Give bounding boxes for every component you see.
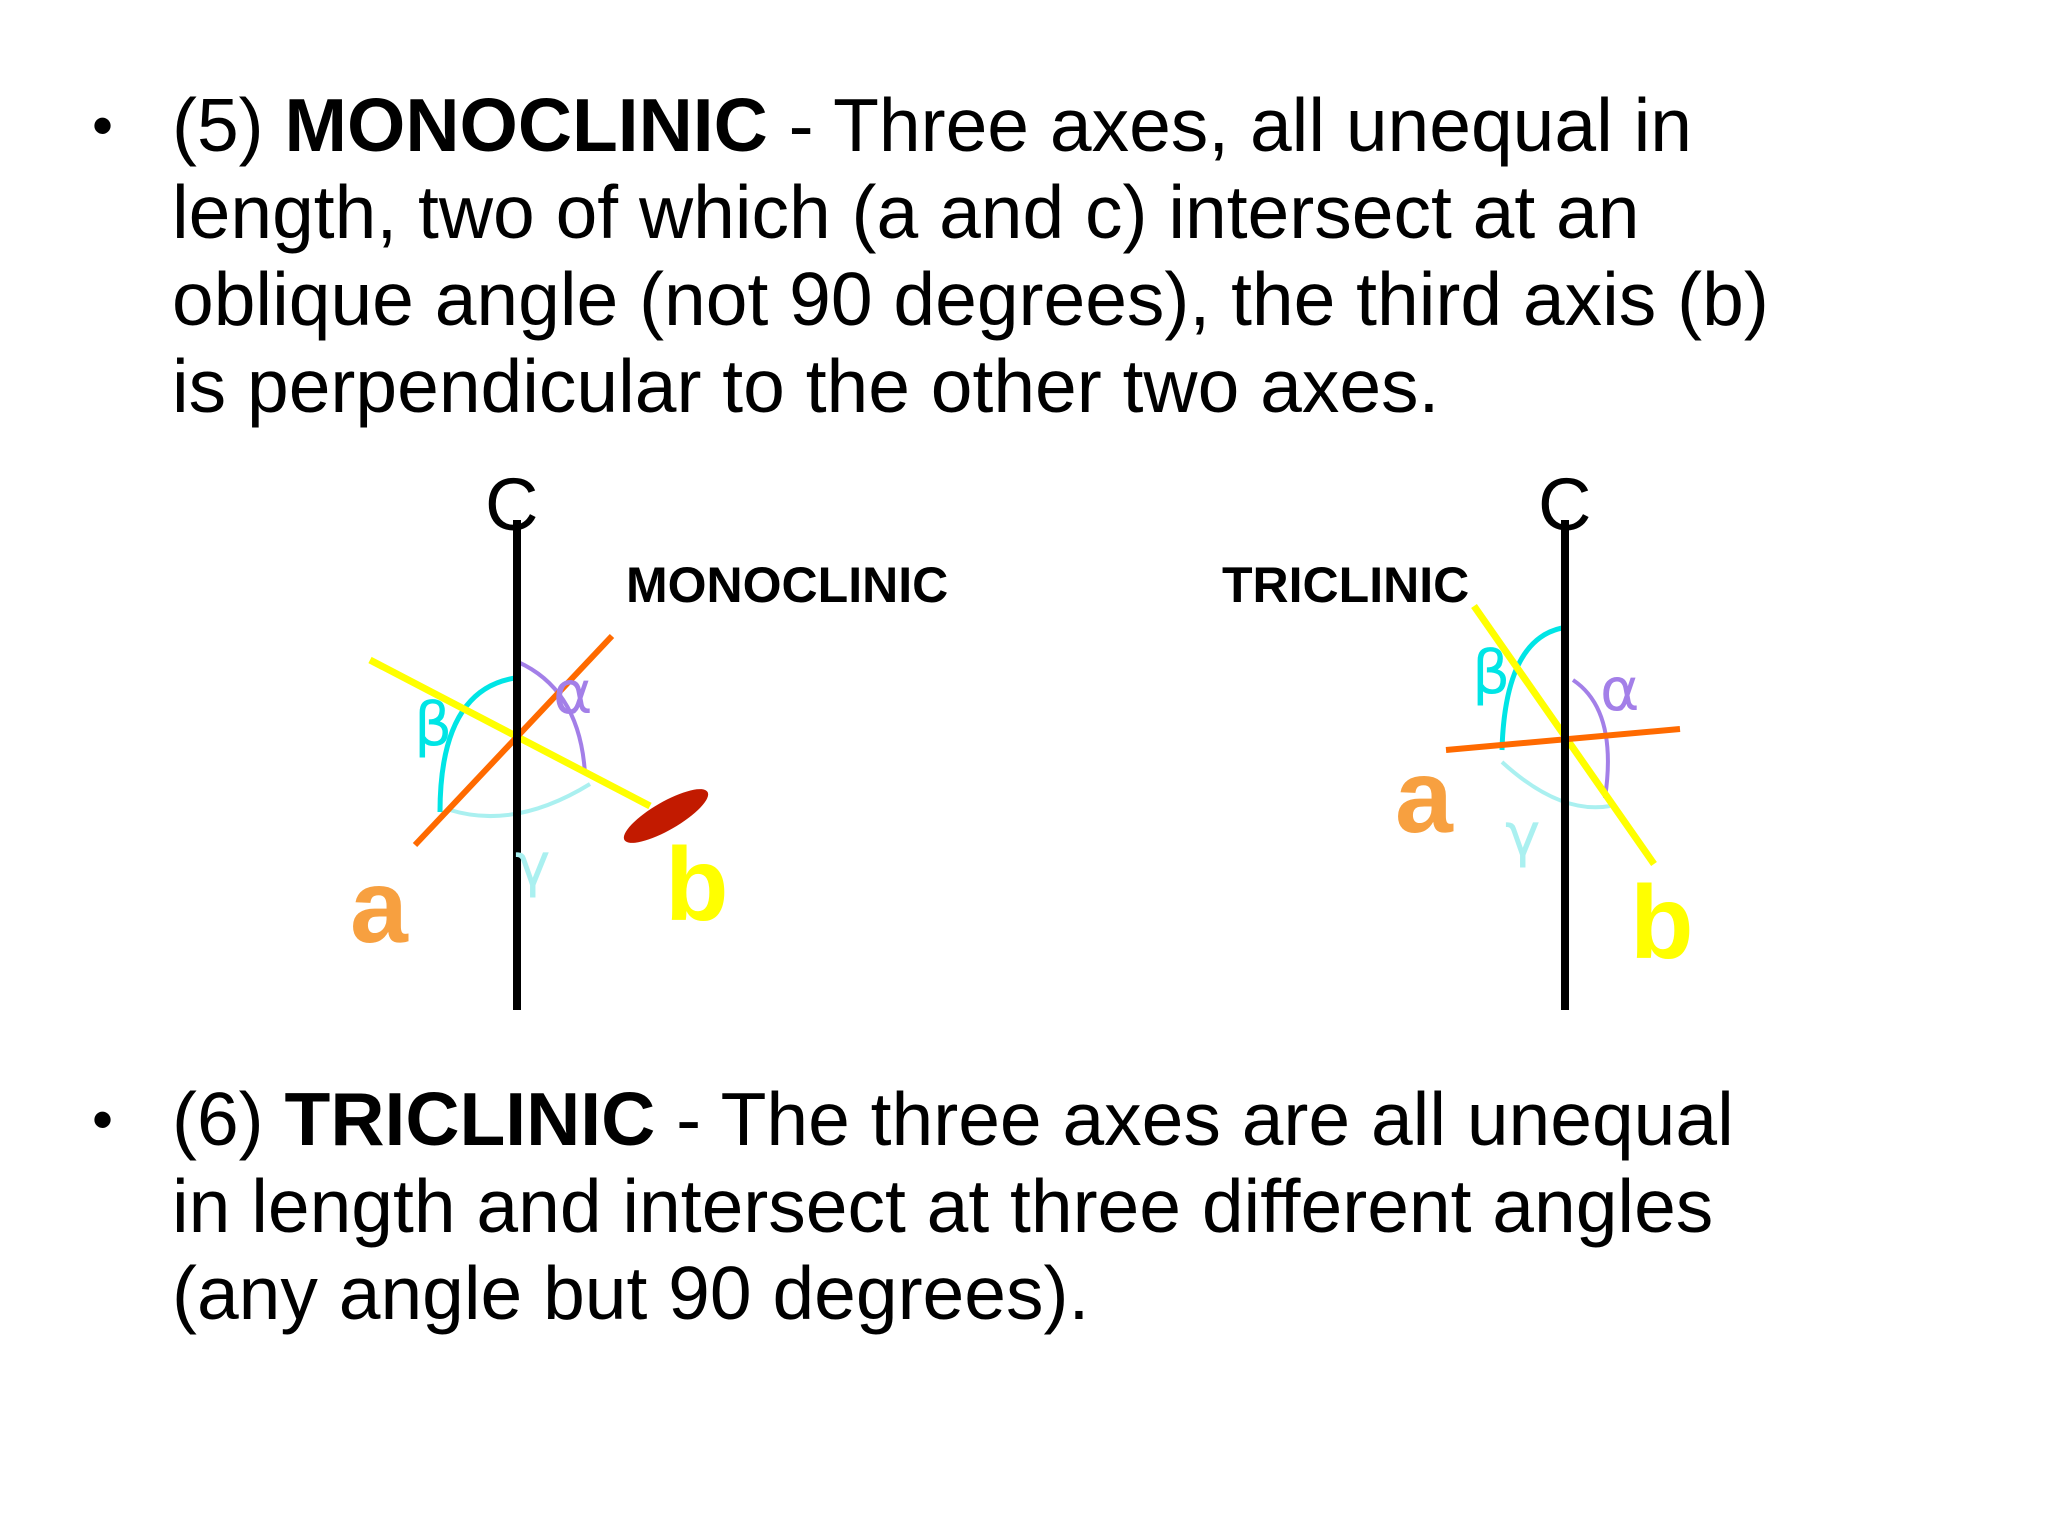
bullet-line-2: length, two of which (a and c) intersect at an bbox=[172, 170, 1640, 254]
bullet-line-2: in length and intersect at three different angles bbox=[172, 1164, 1714, 1248]
bullet-line-text: - The three axes are all unequal bbox=[655, 1077, 1734, 1161]
beta-label: β bbox=[1472, 638, 1511, 708]
triclinic-diagram bbox=[1222, 463, 1694, 1010]
monoclinic-title: MONOCLINIC bbox=[626, 557, 949, 613]
bullet-line-text: - Three axes, all unequal in bbox=[767, 83, 1692, 167]
alpha-label: α bbox=[1600, 655, 1640, 725]
bullet-marker: • bbox=[92, 1086, 114, 1153]
b-axis-line bbox=[370, 660, 650, 806]
bullet-term: TRICLINIC bbox=[284, 1077, 656, 1161]
c-axis-label: C bbox=[485, 463, 539, 546]
triclinic-title: TRICLINIC bbox=[1222, 557, 1470, 613]
bullet-prefix: (6) bbox=[172, 1077, 285, 1161]
a-axis-label: a bbox=[350, 849, 408, 965]
gamma-label: γ bbox=[1505, 800, 1541, 870]
b-axis-label: b bbox=[1630, 865, 1694, 981]
beta-label: β bbox=[414, 690, 453, 760]
bullet-line-3: (any angle but 90 degrees). bbox=[172, 1251, 1090, 1335]
a-axis-label: a bbox=[1395, 739, 1453, 855]
bullet-term: MONOCLINIC bbox=[284, 83, 768, 167]
bullet-line-4: is perpendicular to the other two axes. bbox=[172, 344, 1440, 428]
gamma-label: γ bbox=[515, 830, 551, 900]
c-axis-label: C bbox=[1538, 463, 1592, 546]
bullet-marker: • bbox=[92, 92, 114, 159]
b-axis-label: b bbox=[665, 827, 729, 943]
bullet-line-3: oblique angle (not 90 degrees), the third axis (b) bbox=[172, 257, 1769, 341]
monoclinic-diagram bbox=[350, 463, 948, 1010]
alpha-label: α bbox=[553, 658, 593, 728]
bullet-prefix: (5) bbox=[172, 83, 285, 167]
